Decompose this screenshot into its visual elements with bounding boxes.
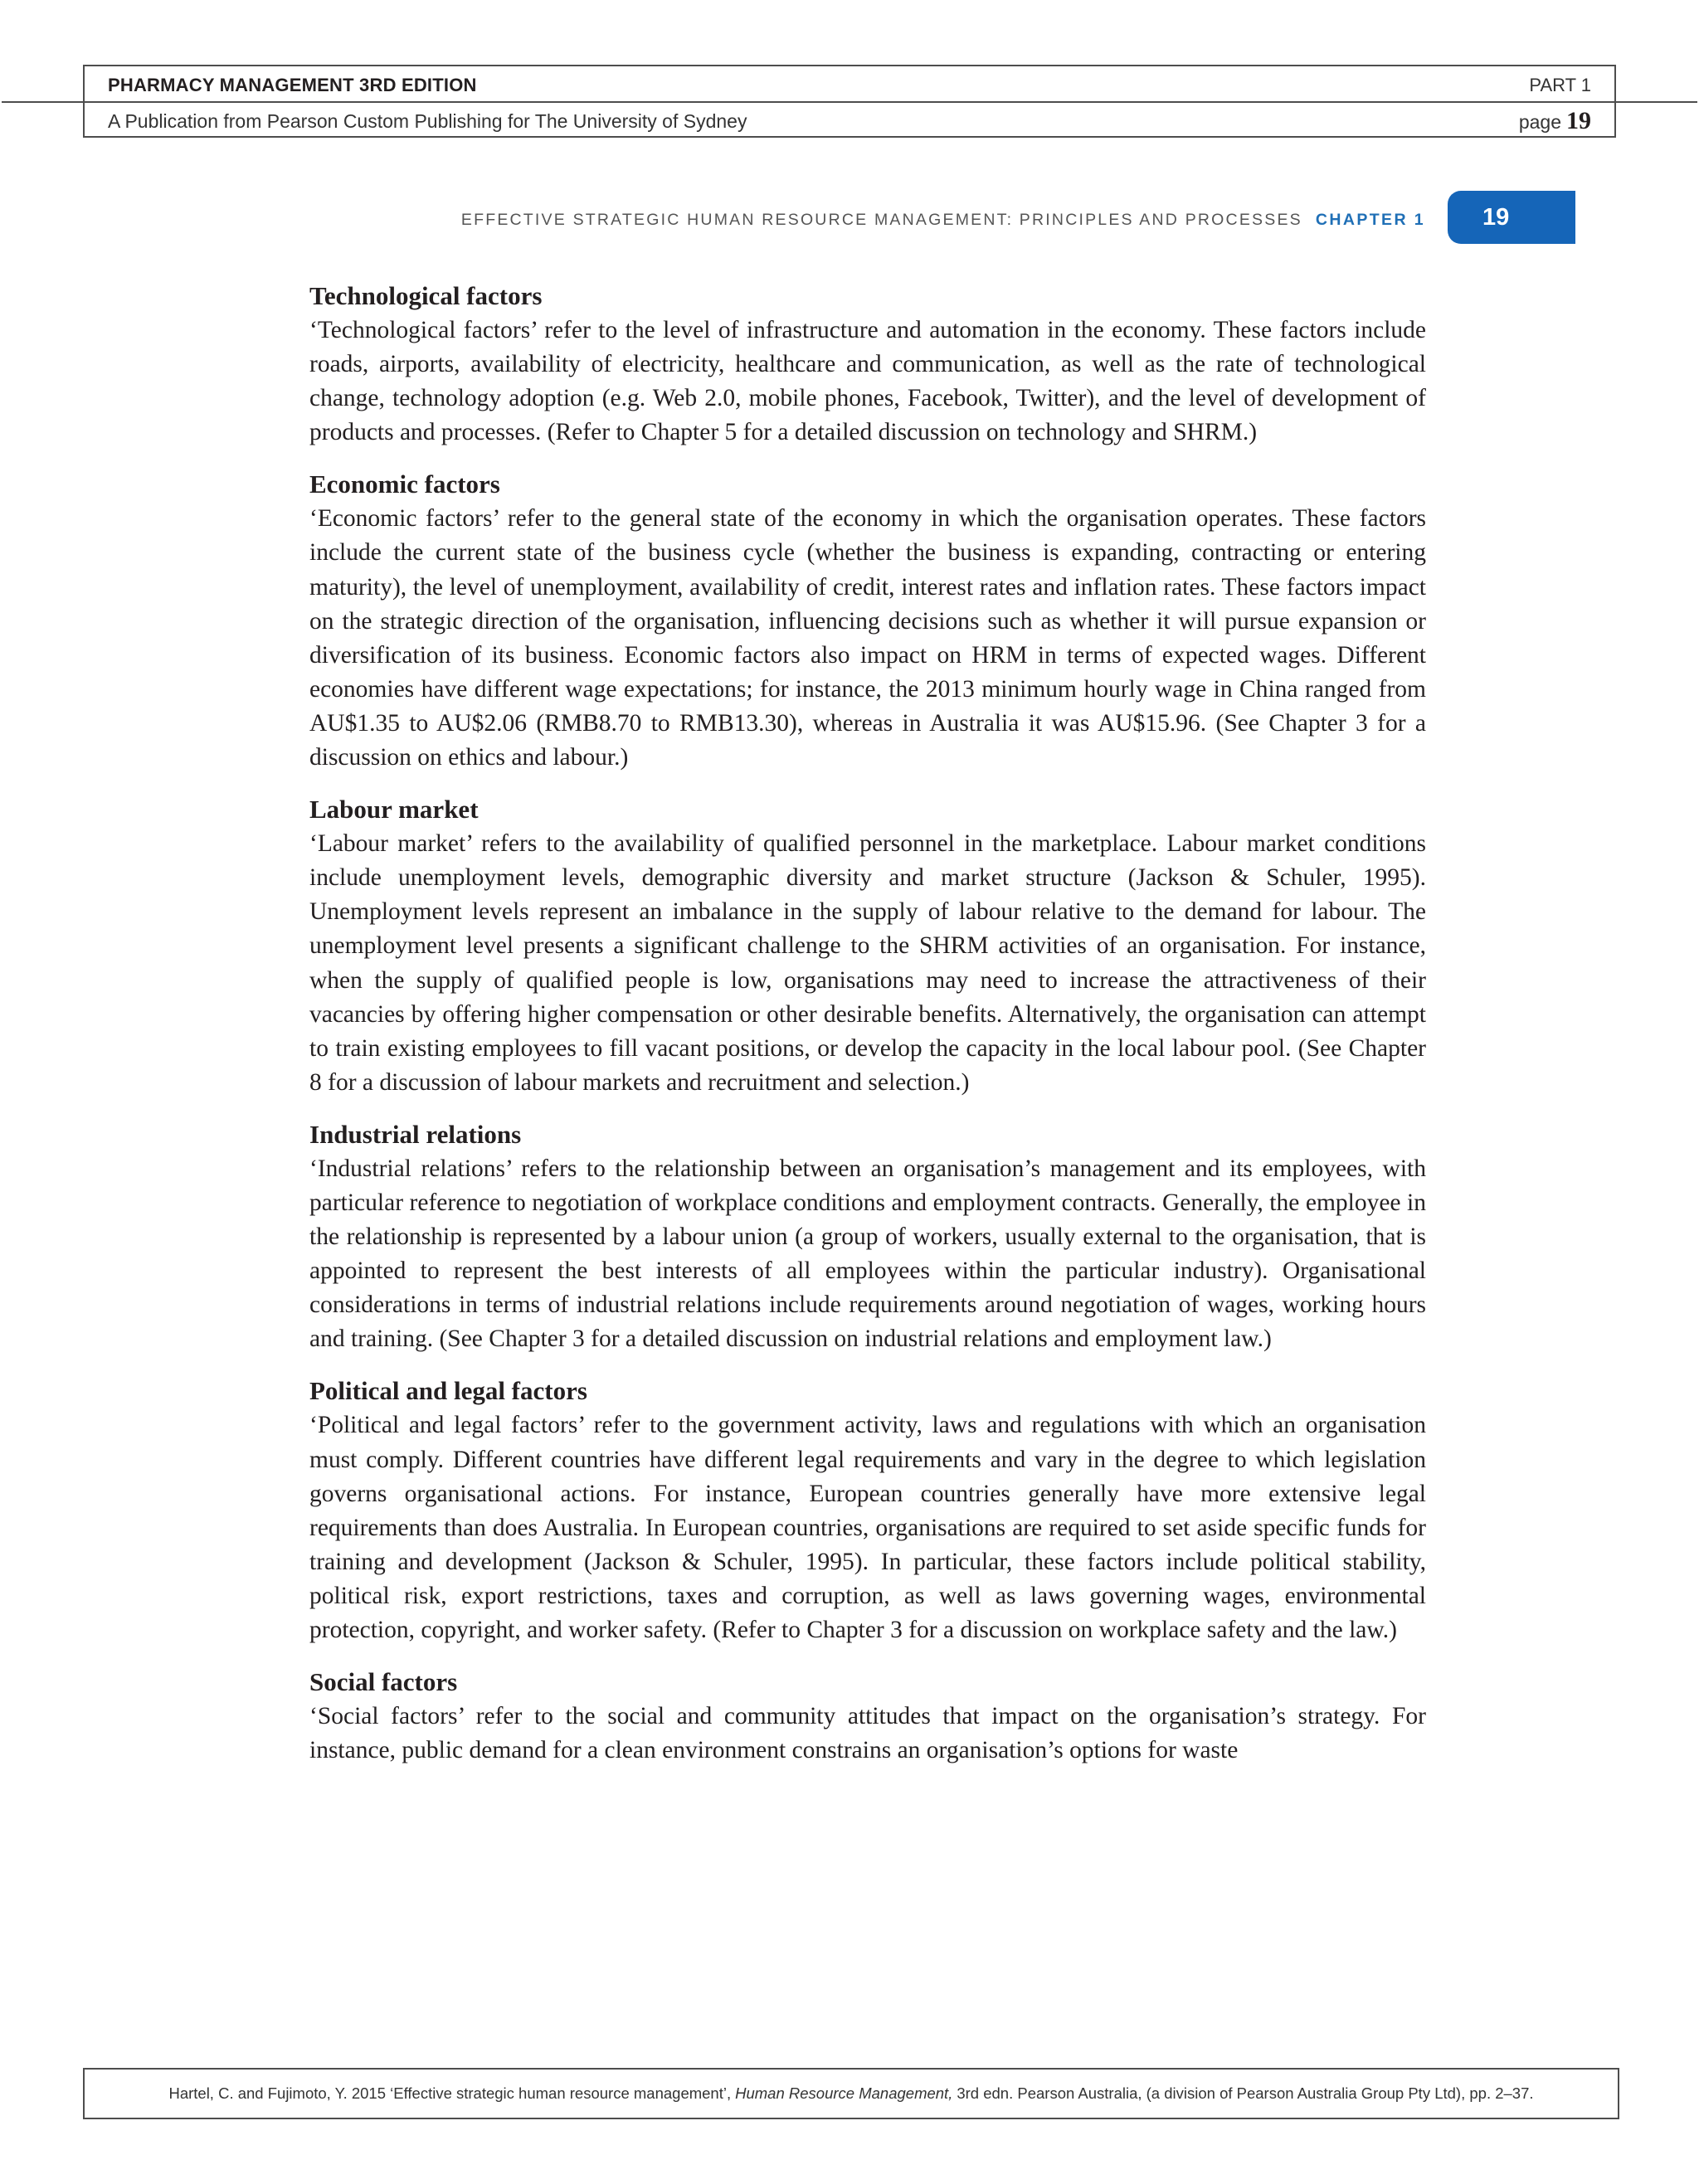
section-technological-factors xyxy=(309,279,1426,450)
header-divider xyxy=(2,101,1697,103)
page-number-tab: 19 xyxy=(1448,191,1575,244)
section-labour-market xyxy=(309,792,1426,1100)
section-social-factors xyxy=(309,1665,1426,1768)
section-heading: Industrial relations xyxy=(309,1119,522,1149)
section-body: ‘Labour market’ refers to the availability of qualified personnel in the marketplace. Labour market conditions include unemployment levels, demographic diversity and market structure (Jackson & Schuler, 1995). Unemployment levels represent an imbalance in the supply of labour relative to the demand for labour. The unemployment level presents a significant challenge to the SHRM activities of an organisation. For instance, when the supply of qualified people is low, organisations may need to increase the attractiveness of their vacancies by offering higher compensation or other desirable benefits. Alternatively, the organisation can attempt to train existing employees to fill vacant positions, or develop the capacity in the local labour pool. (See Chapter 8 for a discussion of labour markets and recruitment and selection.) xyxy=(309,830,1426,1096)
section-heading: Political and legal factors xyxy=(309,1376,587,1406)
publication-subtitle: A Publication from Pearson Custom Publishing for The University of Sydney xyxy=(108,109,747,132)
publication-page-number: 19 xyxy=(1566,107,1591,134)
section-heading: Economic factors xyxy=(309,469,500,499)
citation-footer xyxy=(83,2068,1619,2119)
section-body: ‘Political and legal factors’ refer to the government activity, laws and regulations with which an organisation must comply. Different countries have different legal requirements and vary in the degree to which legislation governs organisational actions. For instance, European countries generally have more extensive legal requirements than does Australia. In European countries, organisations are required to set aside specific funds for training and development (Jackson & Schuler, 1995). In particular, these factors include political stability, political risk, export restrictions, taxes and corruption, as well as laws governing wages, environmental protection, copyright, and worker safety. (Refer to Chapter 3 for a discussion on workplace safety and the law.) xyxy=(309,1412,1426,1643)
running-head-title: EFFECTIVE STRATEGIC HUMAN RESOURCE MANAGEMENT: PRINCIPLES AND PROCESSES xyxy=(460,210,1302,229)
main-content xyxy=(309,279,1426,1785)
publication-part: PART 1 xyxy=(1529,75,1591,95)
section-heading: Labour market xyxy=(309,795,479,824)
section-heading: Social factors xyxy=(309,1667,458,1697)
section-heading: Technological factors xyxy=(309,281,543,310)
section-body: ‘Technological factors’ refer to the level of infrastructure and automation in the economy. These factors include roads, airports, availability of electricity, healthcare and communication, as well as the rate of technological change, technology adoption (e.g. Web 2.0, mobile phones, Facebook, Twitter), and the level of development of products and processes. (Refer to Chapter 5 for a detailed discussion on technology and SHRM.) xyxy=(309,317,1426,446)
publication-title: PHARMACY MANAGEMENT 3RD EDITION xyxy=(108,75,477,95)
page-label: page xyxy=(1518,111,1561,133)
publication-header xyxy=(83,65,1616,138)
citation-publisher: 3rd edn. Pearson Australia, (a division of Pearson Australia Group Pty Ltd), pp. 2–37. xyxy=(957,2084,1534,2102)
publication-header-row-1 xyxy=(108,73,1591,98)
citation-title: Human Resource Management, xyxy=(735,2084,953,2102)
publication-page xyxy=(1519,107,1591,135)
section-economic-factors xyxy=(309,467,1426,775)
running-head-chapter: CHAPTER 1 xyxy=(1315,210,1425,229)
running-head xyxy=(461,207,1425,232)
section-body: ‘Economic factors’ refer to the general state of the economy in which the organisation operates. These factors include the current state of the business cycle (whether the business is expanding, contracting or entering maturity), the level of unemployment, availability of credit, interest rates and inflation rates. These factors impact on the strategic direction of the organisation, influencing decisions such as whether it will pursue expansion or diversification of its business. Economic factors also impact on HRM in terms of expected wages. Different economies have different wage expectations; for instance, the 2013 minimum hourly wage in China ranged from AU$1.35 to AU$2.06 (RMB8.70 to RMB13.30), whereas in Australia it was AU$15.96. (See Chapter 3 for a discussion on ethics and labour.) xyxy=(309,505,1426,771)
section-body: ‘Social factors’ refer to the social and community attitudes that impact on the organisation’s strategy. For instance, public demand for a clean environment constrains an organisation’s options for waste xyxy=(309,1703,1426,1764)
section-political-legal-factors xyxy=(309,1374,1426,1647)
section-industrial-relations xyxy=(309,1117,1426,1357)
citation-authors: Hartel, C. and Fujimoto, Y. 2015 ‘Effective strategic human resource management’, xyxy=(168,2084,732,2102)
section-body: ‘Industrial relations’ refers to the relationship between an organisation’s management and its employees, with particular reference to negotiation of workplace conditions and employment contracts. Generally, the employee in the relationship is represented by a labour union (a group of workers, usually external to the organisation, that is appointed to represent the best interests of all employees within the particular industry). Organisational considerations in terms of industrial relations include requirements around negotiation of wages, working hours and training. (See Chapter 3 for a detailed discussion on industrial relations and employment law.) xyxy=(309,1155,1426,1353)
publication-header-row-2 xyxy=(108,108,1591,134)
